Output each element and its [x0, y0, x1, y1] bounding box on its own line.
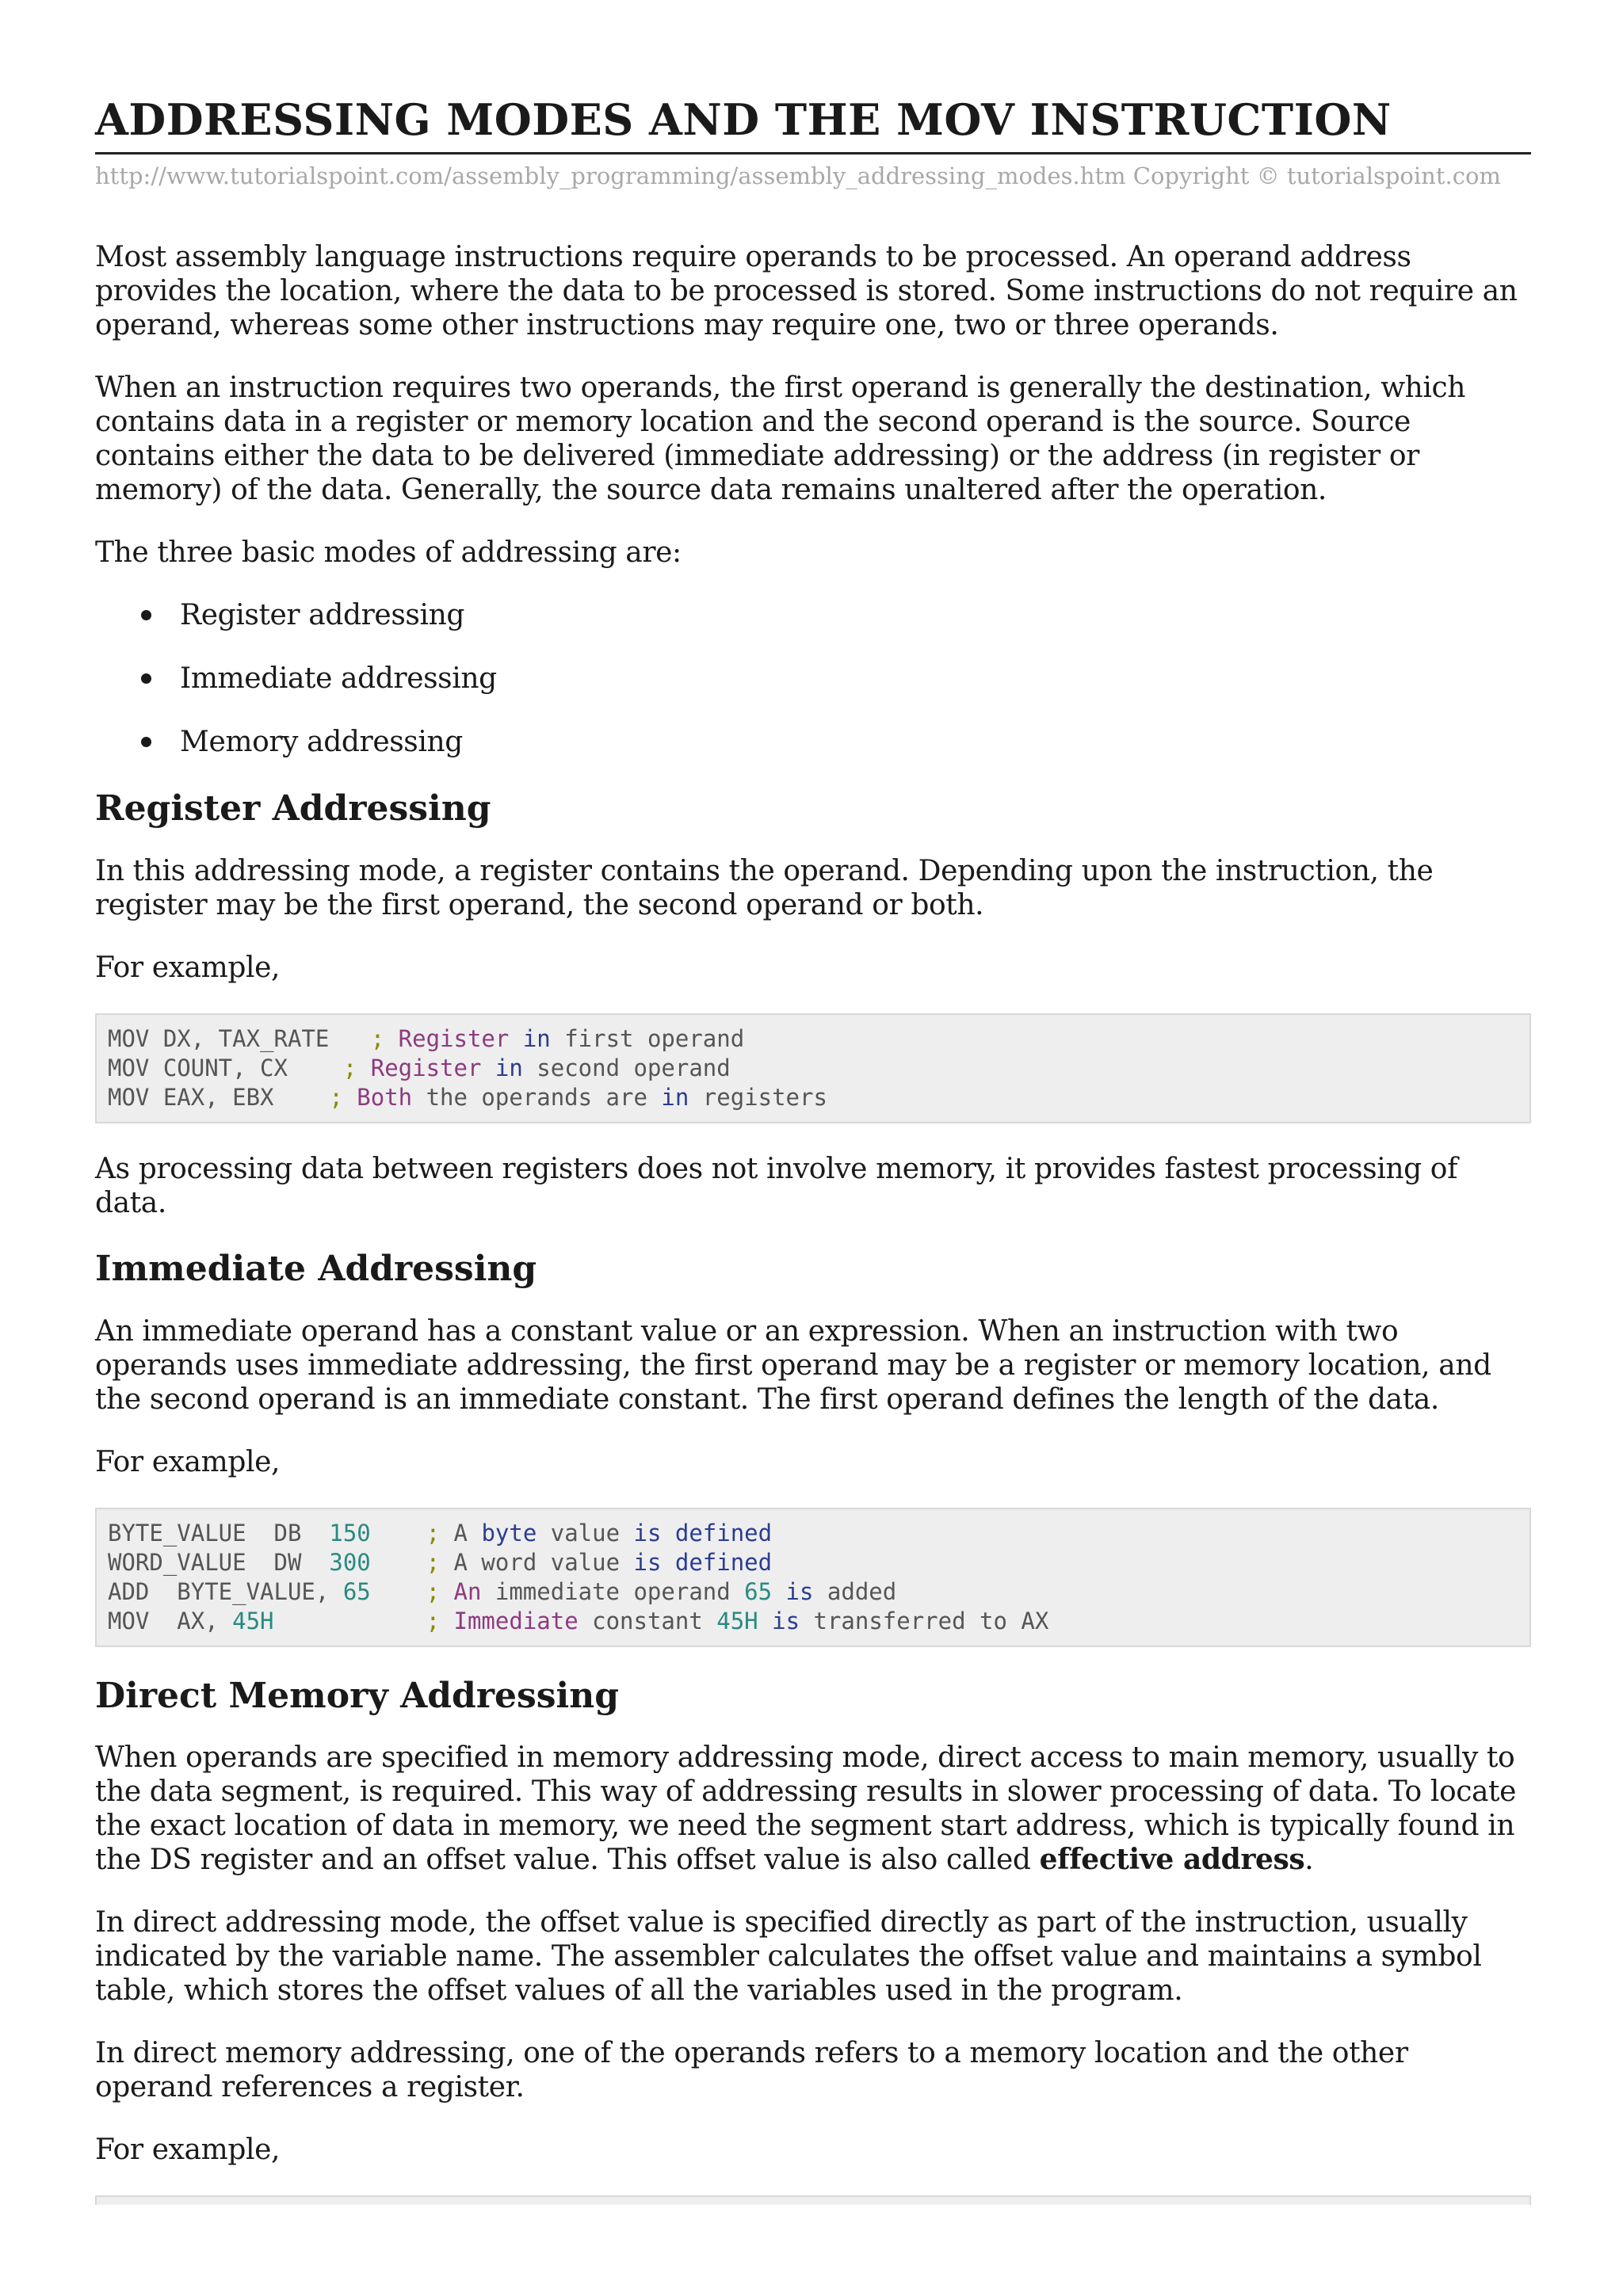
bullet-icon	[141, 737, 151, 747]
intro-paragraph-3: The three basic modes of addressing are:	[95, 536, 682, 570]
list-item-label: Register addressing	[180, 599, 465, 632]
immediate-example-label: For example,	[95, 1445, 281, 1478]
page-title: ADDRESSING MODES AND THE MOV INSTRUCTION	[95, 95, 1531, 154]
bullet-icon	[141, 610, 151, 620]
register-paragraph: In this addressing mode, a register contains the operand. Depending upon the instruction, the register may be the first operand, the second operand or both.	[95, 854, 1434, 921]
list-item-label: Immediate addressing	[180, 662, 497, 696]
immediate-addressing-heading: Immediate Addressing	[95, 1248, 537, 1289]
bullet-icon	[141, 673, 151, 684]
register-addressing-heading: Register Addressing	[95, 788, 491, 830]
source-url: http://www.tutorialspoint.com/assembly_programming/assembly_addressing_modes.htm Copyright © tutorialspoint.com	[95, 162, 1501, 190]
effective-address-term: effective address	[1039, 1843, 1305, 1877]
intro-paragraph-2: When an instruction requires two operands, the first operand is generally the destination, which contains data in a register or memory location and the second operand is the source. Source contains either the data to be delivered (immediate addressing) or the address (in register or memory) of the data. Generally, the source data remains unaltered after the operation.	[95, 372, 1466, 507]
list-item	[141, 662, 1531, 696]
register-code-block: MOV DX, TAX_RATE ; Register in first operand MOV COUNT, CX ; Register in second operand MOV EAX, EBX ; Both the operands are in registers	[95, 1013, 1531, 1123]
register-example-label: For example,	[95, 951, 281, 984]
document-page	[95, 95, 1531, 2233]
direct-example-label: For example,	[95, 2134, 281, 2167]
list-item	[141, 598, 1531, 632]
direct-memory-addressing-heading: Direct Memory Addressing	[95, 1675, 620, 1716]
list-item-label: Memory addressing	[180, 726, 463, 759]
list-item	[141, 725, 1531, 759]
intro-paragraph-1: Most assembly language instructions require operands to be processed. An operand address provides the location, where the data to be processed is stored. Some instructions do not require an operand, whereas some other instructions may require one, two or three operands.	[95, 241, 1518, 342]
immediate-paragraph: An immediate operand has a constant value or an expression. When an instruction with two operands uses immediate addressing, the first operand may be a register or memory location, and the second operand is an immediate constant. The first operand defines the length of the data.	[95, 1314, 1491, 1416]
immediate-code-block: BYTE_VALUE DB 150 ; A byte value is defined WORD_VALUE DW 300 ; A word value is defined ADD BYTE_VALUE, 65 ; An immediate operand 65 is added MOV AX, 45H ; Immediate constant 45H is transferred to AX	[95, 1508, 1531, 1647]
addressing-modes-list	[95, 598, 1531, 759]
direct-paragraph-3: In direct memory addressing, one of the operands refers to a memory location and the other operand references a register.	[95, 2037, 1408, 2104]
register-summary: As processing data between registers does not involve memory, it provides fastest processing of data.	[95, 1152, 1457, 1219]
direct-paragraph-1: When operands are specified in memory addressing mode, direct access to main memory, usually to the data segment, is required. This way of addressing results in slower processing of data. To locate the exact location of data in memory, we need the segment start address, which is typically found in the DS register and an offset value. This offset value is also called effective address.	[95, 1741, 1517, 1877]
direct-code-block	[95, 2195, 1531, 2205]
direct-paragraph-2: In direct addressing mode, the offset value is specified directly as part of the instruction, usually indicated by the variable name. The assembler calculates the offset value and maintains a symbol table, which stores the offset values of all the variables used in the program.	[95, 1906, 1482, 2008]
